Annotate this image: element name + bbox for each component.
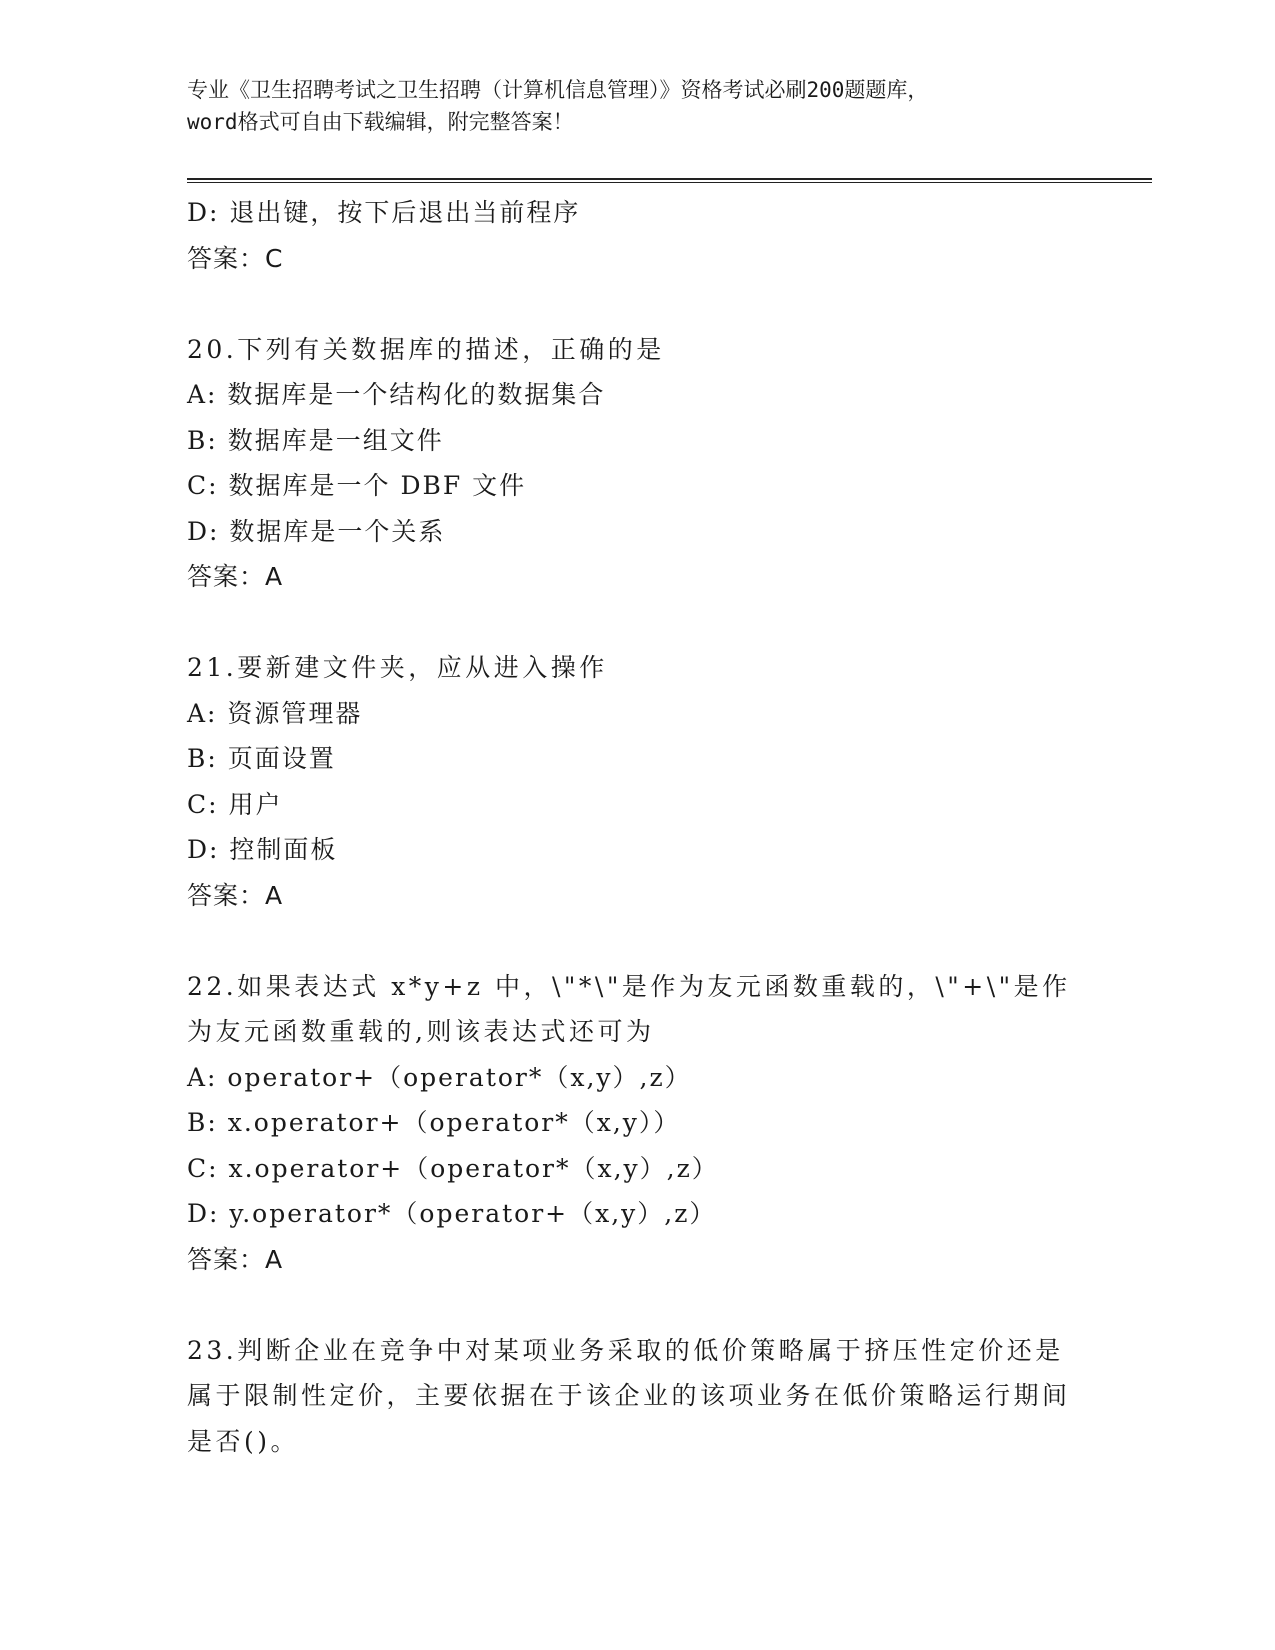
header-divider <box>187 178 1152 183</box>
question-title: 21.要新建文件夹，应从进入操作 <box>187 653 608 682</box>
header-line-1: 专业《卫生招聘考试之卫生招聘（计算机信息管理）》资格考试必刷200题题库， <box>187 78 929 102</box>
spacer <box>187 600 1087 646</box>
spacer <box>187 918 1087 964</box>
spacer <box>187 1282 1087 1328</box>
option-d: D: 控制面板 <box>187 835 338 864</box>
option-c: C: 数据库是一个 DBF 文件 <box>187 471 527 500</box>
question-title: 22.如果表达式 x*y+z 中，\"*\"是作为友元函数重载的，\"+\"是作为友元函数重载的,则该表达式还可为 <box>187 971 1071 1046</box>
answer-line: 答案：A <box>187 880 284 910</box>
question-21 <box>187 645 1087 918</box>
option-a: A: 数据库是一个结构化的数据集合 <box>187 380 606 409</box>
option-d: D: y.operator*（operator+（x,y）,z） <box>187 1199 717 1228</box>
option-c: C: x.operator+（operator*（x,y）,z） <box>187 1153 719 1183</box>
answer-line: 答案：A <box>187 562 284 591</box>
question-title: 20.下列有关数据库的描述，正确的是 <box>187 334 665 364</box>
answer-line: 答案：A <box>187 1244 284 1274</box>
question-list <box>187 190 1087 1464</box>
option-c: C: 用户 <box>187 789 283 819</box>
option-b: B: 数据库是一组文件 <box>187 425 444 455</box>
question-20 <box>187 327 1087 600</box>
answer-line: 答案：C <box>187 243 284 273</box>
spacer <box>187 281 1087 327</box>
option-a: A: 资源管理器 <box>187 698 363 728</box>
question-23 <box>187 1328 1087 1465</box>
question-title: 23.判断企业在竞争中对某项业务采取的低价策略属于挤压性定价还是属于限制性定价，主要依据在于该企业的该项业务在低价策略运行期间是否()。 <box>187 1335 1071 1456</box>
previous-question-tail <box>187 190 1087 281</box>
option-d: D: 退出键，按下后退出当前程序 <box>187 198 581 227</box>
option-b: B: 页面设置 <box>187 744 336 773</box>
header-line-2: word格式可自由下载编辑，附完整答案！ <box>187 110 574 134</box>
document-header <box>187 74 1067 138</box>
option-a: A: operator+（operator*（x,y）,z） <box>187 1062 692 1092</box>
option-b: B: x.operator+（operator*（x,y）） <box>187 1108 681 1137</box>
option-d: D: 数据库是一个关系 <box>187 516 446 546</box>
question-22 <box>187 964 1087 1283</box>
